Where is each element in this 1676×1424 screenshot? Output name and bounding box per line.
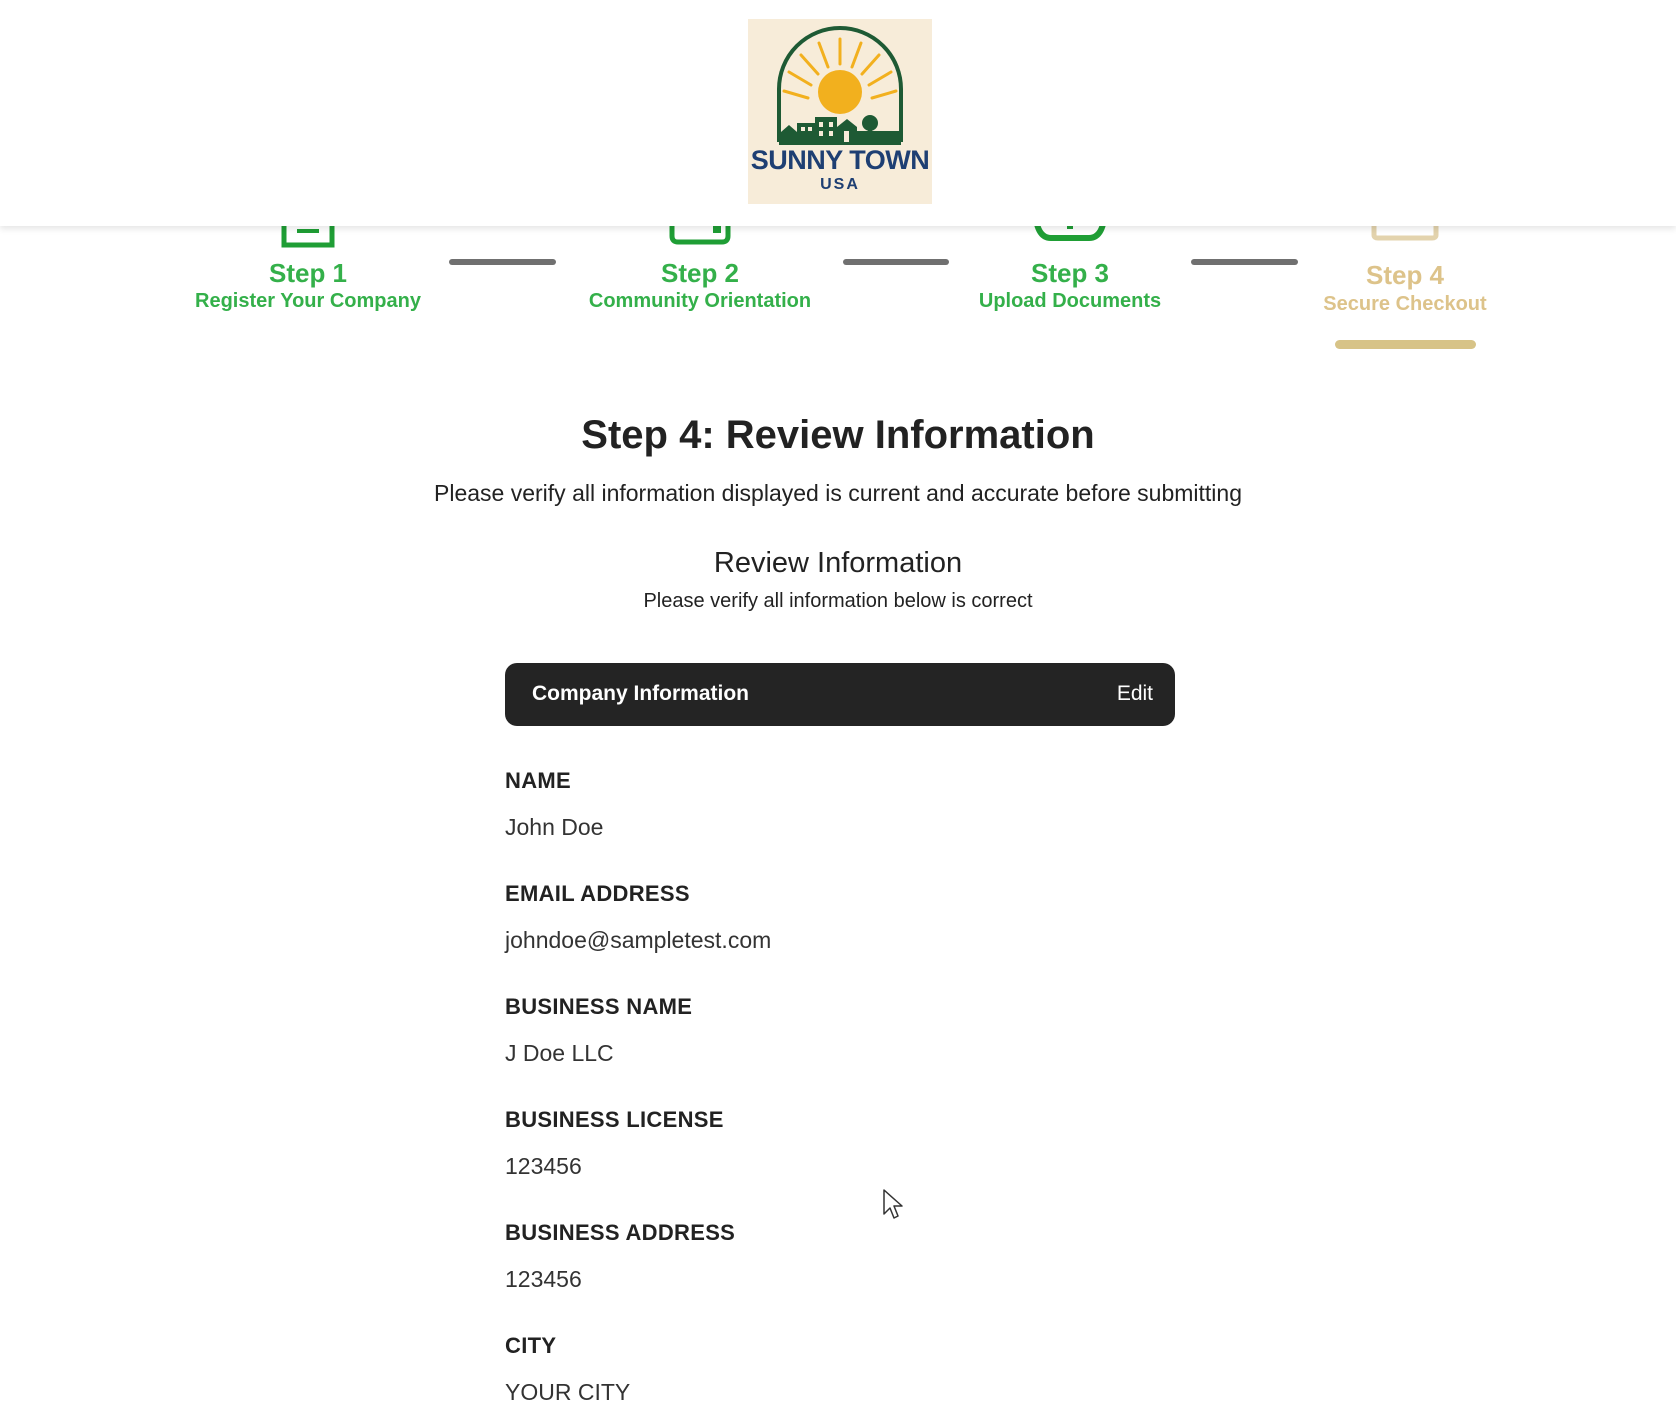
field-value: 123456 xyxy=(505,1153,582,1179)
field-email-address xyxy=(505,881,1175,954)
review-title: Review Information xyxy=(713,547,963,579)
edit-company-button[interactable]: Edit xyxy=(1116,682,1153,705)
step-2-title: Step 2 xyxy=(660,258,740,288)
review-subtitle: Please verify all information below is correct xyxy=(643,590,1033,612)
field-label: NAME xyxy=(505,768,571,793)
step-3-title: Step 3 xyxy=(1030,258,1110,288)
field-value: J Doe LLC xyxy=(505,1040,614,1066)
page-subtitle: Please verify all information displayed is current and accurate before submitting xyxy=(434,480,1242,506)
step-connector xyxy=(449,259,556,265)
field-business-address xyxy=(505,1220,1175,1293)
sunny-town-logo[interactable] xyxy=(748,19,932,204)
page-title: Step 4: Review Information xyxy=(581,413,1095,457)
current-step-indicator xyxy=(1335,340,1476,349)
field-label: BUSINESS LICENSE xyxy=(505,1107,724,1132)
logo-title: SUNNY TOWN xyxy=(750,145,930,175)
field-label: EMAIL ADDRESS xyxy=(505,881,690,906)
company-information-header xyxy=(505,663,1175,726)
step-1-title: Step 1 xyxy=(268,258,348,288)
step-4-title: Step 4 xyxy=(1365,260,1445,290)
step-1-description: Register Your Company xyxy=(195,290,421,312)
field-name xyxy=(505,768,1175,841)
step-connector xyxy=(1191,259,1298,265)
site-header xyxy=(0,0,1676,226)
step-4-description: Secure Checkout xyxy=(1323,293,1487,315)
field-value: John Doe xyxy=(505,814,604,840)
field-city xyxy=(505,1333,1175,1406)
field-label: BUSINESS NAME xyxy=(505,994,693,1019)
step-connector xyxy=(843,259,949,265)
field-label: CITY xyxy=(505,1333,557,1358)
step-3-description: Upload Documents xyxy=(978,290,1162,312)
field-business-license xyxy=(505,1107,1175,1180)
step-2-description: Community Orientation xyxy=(588,290,812,312)
field-value: YOUR CITY xyxy=(505,1379,631,1405)
field-business-name xyxy=(505,994,1175,1067)
mouse-pointer-icon xyxy=(882,1188,904,1220)
logo-subtitle: USA xyxy=(820,176,860,193)
field-label: BUSINESS ADDRESS xyxy=(505,1220,736,1245)
field-value: 123456 xyxy=(505,1266,582,1292)
company-information-title: Company Information xyxy=(532,682,750,705)
field-value: johndoe@sampletest.com xyxy=(505,927,772,953)
